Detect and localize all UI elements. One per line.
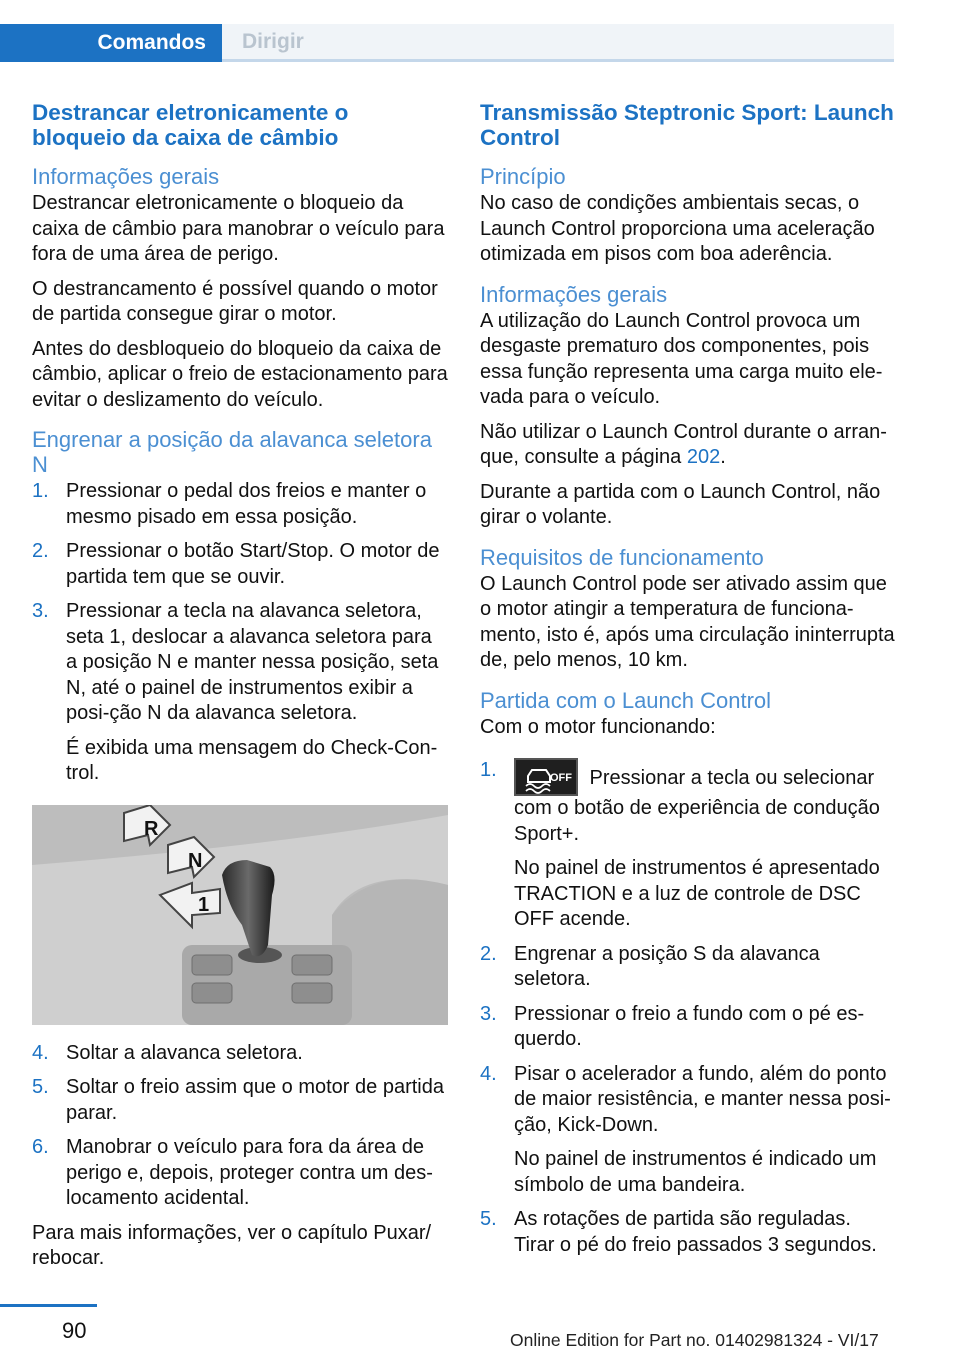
list-item (480, 1062, 896, 1199)
step-text: Soltar a alavanca seletora. (66, 1041, 303, 1064)
step-text: Soltar o freio assim que o motor de partida parar. (66, 1076, 444, 1124)
step-number: 1. (480, 759, 497, 781)
step-text: Pressionar a tecla ou selecionar com o botão de experiência de condução Sport+. (514, 767, 880, 845)
tab-comandos[interactable]: Comandos (0, 24, 222, 62)
paragraph (480, 420, 896, 471)
label-1: 1 (198, 893, 210, 916)
list-item (480, 1207, 896, 1258)
header-tabbar (0, 0, 960, 62)
paragraph: No caso de condições ambientais secas, o Launch Control proporciona uma aceleração otimizada em pisos com boa aderência. (480, 192, 875, 265)
step-number: 2. (32, 540, 49, 562)
page-link[interactable]: 202 (686, 446, 721, 468)
step-number: 5. (480, 1208, 497, 1230)
list-item (480, 758, 896, 933)
paragraph: A utilização do Launch Control provoca um desgaste prematuro dos componentes, pois essa função representa uma carga muito ele‐vada para o veículo. (480, 309, 883, 408)
step-number: 4. (480, 1062, 497, 1085)
edition-note: Online Edition for Part no. 01402981324 - VI/17 (510, 1330, 879, 1350)
steps-list (32, 479, 448, 787)
heading-engage-n: Engrenar a posição da alavanca seletora N (32, 427, 432, 477)
left-column (32, 100, 448, 1281)
list-item (32, 479, 448, 530)
heading-general-info: Informações gerais (32, 164, 220, 189)
page-number: 90 (62, 1318, 87, 1343)
step-text: As rotações de partida são reguladas. Tirar o pé do freio passados 3 segundos. (514, 1208, 877, 1256)
heading-general-info: Informações gerais (480, 281, 668, 307)
list-item (32, 1135, 448, 1212)
list-item (32, 1075, 448, 1126)
heading-start-launch: Partida com o Launch Control (480, 687, 772, 713)
step-text: Pressionar o botão Start/Stop. O motor de partida tem que se ouvir. (66, 540, 440, 588)
step-note: É exibida uma mensagem do Check-Con‐trol. (66, 736, 438, 784)
list-item (480, 1002, 896, 1053)
list-item (32, 1041, 448, 1067)
paragraph: Antes do desbloqueio do bloqueio da caixa de câmbio, aplicar o freio de estacionamento para evitar o deslizamento do veículo. (32, 337, 448, 411)
paragraph: O destrancamento é possível quando o motor de partida consegue girar o motor. (32, 277, 438, 325)
text: . (720, 446, 726, 468)
step-text: Engrenar a posição S da alavanca seletora. (514, 942, 820, 990)
step-number: 1. (32, 480, 49, 502)
paragraph: Com o motor funcionando: (480, 715, 716, 738)
section-title-launch-control: Transmissão Steptronic Sport: Launch Control (480, 100, 894, 150)
paragraph-more-info: Para mais informações, ver o capítulo Puxar/ rebocar. (32, 1221, 432, 1269)
gear-selector-illustration (32, 805, 448, 1025)
right-column (480, 100, 896, 1267)
steps-list-continued (32, 1041, 448, 1212)
section-title-unlock: Destrancar eletronicamente o bloqueio da caixa de câmbio (32, 100, 349, 150)
step-text: Pressionar o pedal dos freios e manter o mesmo pisado em essa posição. (66, 480, 427, 528)
step-text: Manobrar o veículo para fora da área de perigo e, depois, proteger contra um des‐locamento acidental. (66, 1136, 433, 1209)
step-text: Pressionar o freio a fundo com o pé es‐querdo. (514, 1002, 865, 1050)
label-r: R (144, 817, 159, 840)
step-number: 2. (480, 942, 497, 965)
launch-steps-list (480, 758, 896, 1258)
step-note: No painel de instrumentos é apresentado TRACTION e a luz de controle de DSC OFF acende. (514, 857, 880, 930)
gear-selector-image (32, 805, 448, 1025)
text: Não utilizar o Launch Control durante o arran‐que, consulte a página (480, 420, 887, 468)
paragraph: Durante a partida com o Launch Control, não girar o volante. (480, 480, 881, 528)
list-item (32, 539, 448, 590)
paragraph: Destrancar eletronicamente o bloqueio da caixa de câmbio para manobrar o veículo para fora de uma área de perigo. (32, 192, 445, 265)
step-number: 4. (32, 1041, 49, 1064)
list-item (480, 942, 896, 993)
paragraph: O Launch Control pode ser ativado assim que o motor atingir a temperatura de funciona‐mento, isto é, após uma circulação ininterrupta de, pelo menos, 10 km. (480, 572, 895, 671)
heading-principle: Princípio (480, 164, 566, 189)
step-number: 3. (480, 1002, 497, 1025)
step-text: Pisar o acelerador a fundo, além do ponto de maior resistência, e manter nessa posi‐ção, Kick-Down. (514, 1062, 891, 1136)
list-item (32, 599, 448, 787)
tab-dirigir[interactable]: Dirigir (222, 24, 894, 62)
off-label: OFF (550, 772, 572, 784)
step-number: 6. (32, 1136, 49, 1158)
step-note: No painel de instrumentos é indicado um símbolo de uma bandeira. (514, 1148, 877, 1196)
step-text: Pressionar a tecla na alavanca seletora, seta 1, deslocar a alavanca seletora para a posição N e manter nessa posição, seta N, até o painel de instrumentos exibir a posi‐ção N da alavanca seletora. (66, 600, 439, 724)
step-number: 3. (32, 600, 49, 622)
label-n: N (188, 849, 203, 872)
heading-requirements: Requisitos de funcionamento (480, 544, 764, 570)
step-number: 5. (32, 1076, 49, 1098)
footer-rule (0, 1304, 97, 1307)
dsc-off-button-icon (514, 758, 578, 796)
